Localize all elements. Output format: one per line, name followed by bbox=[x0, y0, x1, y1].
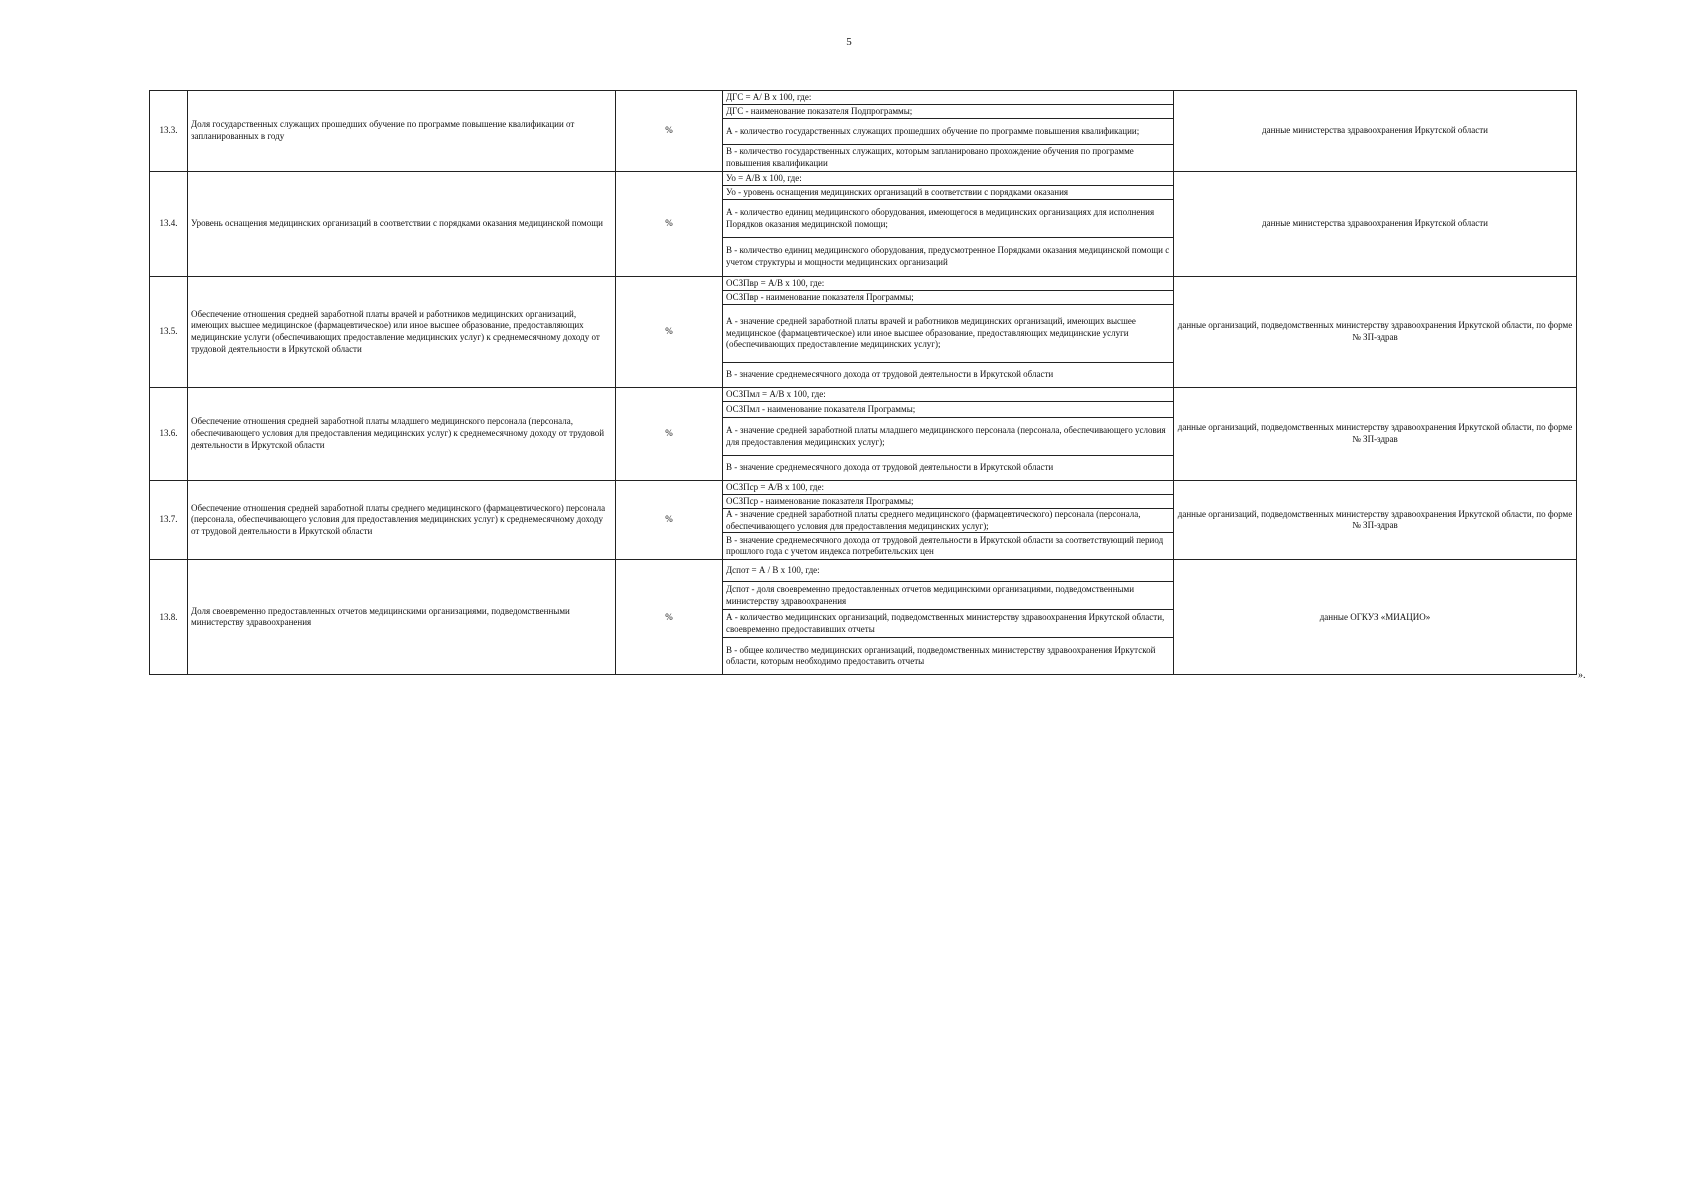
formula-line: ОСЗПвр = А/В х 100, где: bbox=[723, 277, 1173, 291]
data-source: данные министерства здравоохранения Иркутской области bbox=[1174, 172, 1577, 277]
formula-line: ДГС - наименование показателя Подпрограммы; bbox=[723, 105, 1173, 119]
formula-cell bbox=[723, 481, 1174, 560]
indicator-name: Доля государственных служащих прошедших обучение по программе повышение квалификации от запланированных в году bbox=[188, 91, 616, 172]
data-source: данные министерства здравоохранения Иркутской области bbox=[1174, 91, 1577, 172]
formula-line: В - общее количество медицинских организаций, подведомственных министерству здравоохранения Иркутской области, которым необходимо предоставить отчеты bbox=[726, 644, 1156, 667]
unit-of-measure: % bbox=[616, 277, 723, 388]
formula-cell bbox=[723, 560, 1174, 675]
table-row bbox=[150, 560, 1577, 675]
formula-line: А - значение средней заработной платы среднего медицинского (фармацевтического) персонала (персонала, обеспечивающего условия для предоставления медицинских услуг); bbox=[723, 509, 1173, 533]
formula-line: Уо - уровень оснащения медицинских организаций в соответствии с порядками оказания bbox=[723, 186, 1173, 200]
formula-cell bbox=[723, 277, 1174, 388]
formula-line: ОСЗПср - наименование показателя Программы; bbox=[723, 495, 1173, 509]
row-number: 13.3. bbox=[150, 91, 188, 172]
formula-line: ОСЗПмл = А/В х 100, где: bbox=[723, 388, 1173, 402]
formula-line: А - значение средней заработной платы младшего медицинского персонала (персонала, обеспечивающего условия для предоставления медицинских услуг); bbox=[723, 418, 1173, 456]
formula-line: Дспот - доля своевременно предоставленных отчетов медицинскими организациями, подведомственными министерству здравоохранения bbox=[723, 582, 1173, 610]
closing-quote-mark: ». bbox=[1578, 670, 1586, 681]
row-number: 13.6. bbox=[150, 388, 188, 481]
formula-line: Дспот = А / В х 100, где: bbox=[723, 560, 1173, 582]
table-row bbox=[150, 172, 1577, 277]
formula-line: А - количество медицинских организаций, подведомственных министерству здравоохранения Иркутской области, своевременно предоставивших отчеты bbox=[723, 610, 1173, 638]
indicators-table bbox=[149, 90, 1577, 675]
data-source: данные организаций, подведомственных министерству здравоохранения Иркутской области, по форме № ЗП-здрав bbox=[1174, 481, 1577, 560]
unit-of-measure: % bbox=[616, 388, 723, 481]
table-row bbox=[150, 91, 1577, 172]
formula-line: ОСЗПвр - наименование показателя Программы; bbox=[723, 291, 1173, 305]
unit-of-measure: % bbox=[616, 172, 723, 277]
unit-of-measure: % bbox=[616, 91, 723, 172]
formula-line: ОСЗПмл - наименование показателя Программы; bbox=[723, 402, 1173, 418]
formula-line: В - количество государственных служащих, которым запланировано прохождение обучения по программе повышения квалификации bbox=[726, 146, 1134, 168]
unit-of-measure: % bbox=[616, 481, 723, 560]
formula-line: В - значение среднемесячного дохода от трудовой деятельности в Иркутской области за соответствующий период прошлого года с учетом индекса потребительских цен bbox=[726, 534, 1164, 557]
formula-line: В - значение среднемесячного дохода от трудовой деятельности в Иркутской области bbox=[726, 369, 1054, 380]
data-source: данные ОГКУЗ «МИАЦИО» bbox=[1174, 560, 1577, 675]
formula-line: Уо = А/В х 100, где: bbox=[723, 172, 1173, 186]
indicator-name: Обеспечение отношения средней заработной платы среднего медицинского (фармацевтического) персонала (персонала, обеспечивающего условия для предоставления медицинских услуг) к среднемесячному доходу от трудовой деятельности в Иркутской области bbox=[188, 481, 616, 560]
table-row bbox=[150, 277, 1577, 388]
page-number: 5 bbox=[846, 36, 852, 48]
indicator-name: Обеспечение отношения средней заработной платы врачей и работников медицинских организаций, имеющих высшее медицинское (фармацевтическое) или иное высшее образование, предоставляющих медицинские услуги (обеспечивающих предоставление медицинских услуг) к среднемесячному доходу от трудовой деятельности в Иркутской области bbox=[188, 277, 616, 388]
formula-cell bbox=[723, 388, 1174, 481]
data-source: данные организаций, подведомственных министерству здравоохранения Иркутской области, по форме № ЗП-здрав bbox=[1174, 277, 1577, 388]
table-row bbox=[150, 481, 1577, 560]
data-source: данные организаций, подведомственных министерству здравоохранения Иркутской области, по форме № ЗП-здрав bbox=[1174, 388, 1577, 481]
formula-line: А - значение средней заработной платы врачей и работников медицинских организаций, имеющих высшее медицинское (фармацевтическое) или иное высшее образование, предоставляющих медицинские услуги (обеспечивающих предоставление медицинских услуг); bbox=[723, 305, 1173, 363]
formula-line: ДГС = А/ В х 100, где: bbox=[723, 91, 1173, 105]
formula-cell bbox=[723, 172, 1174, 277]
indicator-name: Уровень оснащения медицинских организаций в соответствии с порядками оказания медицинской помощи bbox=[188, 172, 616, 277]
indicator-name: Доля своевременно предоставленных отчетов медицинскими организациями, подведомственными министерству здравоохранения bbox=[188, 560, 616, 675]
unit-of-measure: % bbox=[616, 560, 723, 675]
formula-line: А - количество единиц медицинского оборудования, имеющегося в медицинских организациях для исполнения Порядков оказания медицинской помощи; bbox=[723, 200, 1173, 238]
row-number: 13.7. bbox=[150, 481, 188, 560]
formula-line: В - количество единиц медицинского оборудования, предусмотренное Порядками оказания медицинской помощи с учетом структуры и мощности медицинских организаций bbox=[726, 245, 1170, 267]
table-row bbox=[150, 388, 1577, 481]
formula-line: А - количество государственных служащих прошедших обучение по программе повышения квалификации; bbox=[723, 119, 1173, 145]
formula-line: ОСЗПср = А/В х 100, где: bbox=[723, 481, 1173, 495]
indicator-name: Обеспечение отношения средней заработной платы младшего медицинского персонала (персонала, обеспечивающего условия для предоставления медицинских услуг) к среднемесячному доходу от трудовой деятельности в Иркутской области bbox=[188, 388, 616, 481]
formula-cell bbox=[723, 91, 1174, 172]
row-number: 13.4. bbox=[150, 172, 188, 277]
row-number: 13.8. bbox=[150, 560, 188, 675]
row-number: 13.5. bbox=[150, 277, 188, 388]
formula-line: В - значение среднемесячного дохода от трудовой деятельности в Иркутской области bbox=[726, 462, 1054, 473]
